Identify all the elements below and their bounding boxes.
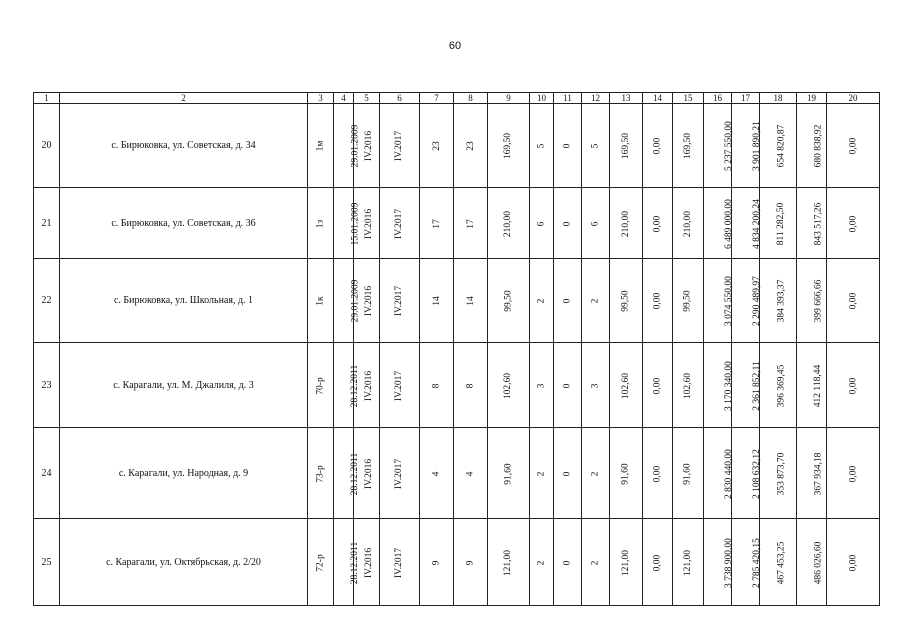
cell-c19: [797, 259, 827, 343]
cell-c14: [643, 343, 673, 428]
cell-c19: [797, 343, 827, 428]
cell-value: 367 934,18: [813, 452, 824, 495]
cell-value: 0,00: [652, 215, 663, 232]
cell-value: 384 393,37: [776, 279, 787, 323]
column-number: 20: [827, 93, 880, 104]
cell-c4: [334, 259, 361, 343]
cell-value: 14: [431, 296, 442, 306]
cell-value: 2 108 632,12: [751, 448, 762, 499]
cell-value: 2 830 440,00: [723, 448, 734, 499]
cell-value: 0,00: [652, 554, 663, 571]
row-number-cell: 23: [34, 343, 60, 428]
cell-c6: [380, 428, 420, 519]
row-number-cell: 24: [34, 428, 60, 519]
table-row: [34, 188, 880, 259]
cell-c17: [732, 428, 760, 519]
cell-value: 0: [562, 560, 573, 565]
cell-value: 169,50: [683, 132, 693, 160]
column-number: 5: [354, 93, 380, 104]
column-number: 13: [610, 93, 643, 104]
cell-value: 5 237 550,00: [723, 121, 734, 171]
cell-value: 8: [431, 383, 442, 388]
cell-c11: [554, 519, 582, 606]
column-number: 14: [643, 93, 673, 104]
cell-c11: [554, 343, 582, 428]
cell-c13: [610, 519, 643, 606]
cell-c13: [610, 343, 643, 428]
cell-c3: [308, 188, 334, 259]
row-number-cell: 20: [34, 104, 60, 188]
cell-value: 0,00: [652, 377, 663, 394]
cell-c6: [380, 519, 420, 606]
cell-value: 0: [562, 143, 573, 149]
cell-c11: [554, 259, 582, 343]
address-cell: с. Бирюковка, ул. Школьная, д. 1: [60, 259, 308, 343]
table-row: [34, 104, 880, 188]
cell-value: 14: [465, 296, 476, 306]
cell-value: IV.2017: [394, 285, 405, 317]
cell-c13: [610, 188, 643, 259]
cell-c12: [582, 519, 610, 606]
cell-value: 28.12.2011: [350, 541, 361, 584]
cell-c12: [582, 428, 610, 519]
cell-c11: [554, 104, 582, 188]
cell-c20: [827, 428, 880, 519]
cell-value: 28.12.2011: [350, 452, 361, 495]
cell-value: 91,60: [503, 462, 514, 485]
cell-value: 0,00: [848, 554, 858, 571]
cell-value: 486 026,60: [813, 541, 824, 584]
cell-value: 1м: [315, 140, 326, 152]
address-cell: с. Карагали, ул. М. Джалиля, д. 3: [60, 343, 308, 428]
row-number-cell: 21: [34, 188, 60, 259]
cell-c12: [582, 259, 610, 343]
cell-value: 3 074 550,00: [723, 276, 734, 326]
cell-c8: [454, 259, 488, 343]
cell-c7: [420, 519, 454, 606]
cell-value: 412 118,44: [813, 364, 824, 407]
cell-value: 0,00: [652, 292, 663, 310]
cell-value: 99,50: [503, 290, 514, 312]
cell-c18: [760, 343, 797, 428]
cell-c10: [530, 104, 554, 188]
cell-value: 6 489 000,00: [723, 198, 734, 249]
cell-c7: [420, 259, 454, 343]
cell-value: 6: [536, 221, 547, 226]
resettlement-table: [33, 92, 880, 606]
cell-c16: [704, 188, 732, 259]
cell-value: 102,60: [683, 372, 693, 399]
cell-value: IV.2017: [394, 458, 405, 489]
cell-c14: [643, 428, 673, 519]
cell-c15: [673, 188, 704, 259]
cell-c6: [380, 104, 420, 188]
cell-value: 2: [536, 471, 547, 476]
cell-value: 0,00: [652, 137, 663, 155]
cell-c17: [732, 343, 760, 428]
cell-c8: [454, 343, 488, 428]
cell-c13: [610, 259, 643, 343]
cell-value: 2: [536, 560, 547, 565]
cell-c16: [704, 104, 732, 188]
cell-c20: [827, 343, 880, 428]
cell-value: 169,50: [503, 132, 514, 160]
column-number: 10: [530, 93, 554, 104]
cell-c7: [420, 104, 454, 188]
cell-c4: [334, 343, 361, 428]
cell-c9: [488, 259, 530, 343]
cell-value: 99,50: [621, 290, 631, 312]
row-number-cell: 22: [34, 259, 60, 343]
cell-value: 210,00: [621, 210, 631, 237]
cell-value: 0: [562, 221, 573, 226]
cell-value: 23: [465, 141, 476, 151]
cell-value: 467 453,25: [776, 541, 787, 584]
cell-value: IV.2016: [364, 208, 375, 239]
cell-c19: [797, 428, 827, 519]
cell-c15: [673, 104, 704, 188]
cell-value: 121,00: [683, 549, 693, 576]
cell-c15: [673, 259, 704, 343]
cell-c10: [530, 519, 554, 606]
cell-value: 102,60: [503, 372, 514, 399]
cell-c4: [334, 188, 361, 259]
cell-value: 17: [431, 218, 442, 229]
column-number: 18: [760, 93, 797, 104]
cell-value: 4: [431, 471, 442, 476]
column-number: 8: [454, 93, 488, 104]
cell-value: 9: [431, 560, 442, 565]
cell-c20: [827, 519, 880, 606]
cell-value: 23: [431, 141, 442, 151]
table-row: [34, 428, 880, 519]
table-row: [34, 259, 880, 343]
cell-value: 0: [562, 471, 573, 476]
cell-c10: [530, 343, 554, 428]
cell-c9: [488, 188, 530, 259]
cell-c16: [704, 343, 732, 428]
cell-c15: [673, 519, 704, 606]
cell-c8: [454, 188, 488, 259]
cell-value: 3 738 900,00: [723, 537, 734, 588]
cell-value: 169,50: [621, 132, 631, 160]
cell-c13: [610, 104, 643, 188]
cell-c10: [530, 428, 554, 519]
cell-c17: [732, 104, 760, 188]
cell-value: 4: [465, 471, 476, 476]
cell-value: IV.2017: [394, 547, 405, 578]
cell-c17: [732, 259, 760, 343]
cell-c15: [673, 343, 704, 428]
cell-c16: [704, 519, 732, 606]
cell-c14: [643, 188, 673, 259]
address-cell: с. Карагали, ул. Народная, д. 9: [60, 428, 308, 519]
cell-c7: [420, 188, 454, 259]
cell-value: 396 369,45: [776, 364, 787, 407]
cell-value: 3: [536, 383, 547, 388]
cell-c20: [827, 104, 880, 188]
cell-c13: [610, 428, 643, 519]
cell-value: IV.2016: [364, 370, 375, 401]
cell-value: 1з: [315, 219, 326, 228]
cell-value: 3: [590, 383, 601, 388]
cell-value: IV.2016: [364, 130, 375, 162]
cell-value: 72-р: [315, 553, 326, 572]
cell-value: 210,00: [683, 210, 693, 237]
column-number: 16: [704, 93, 732, 104]
cell-c8: [454, 519, 488, 606]
cell-value: 811 282,50: [776, 202, 787, 245]
cell-c4: [334, 104, 361, 188]
cell-value: 102,60: [621, 372, 631, 399]
cell-value: 6: [590, 221, 601, 226]
column-number: 17: [732, 93, 760, 104]
cell-c9: [488, 428, 530, 519]
cell-c18: [760, 519, 797, 606]
cell-value: IV.2016: [364, 547, 375, 578]
cell-value: 0,00: [652, 465, 663, 482]
cell-c19: [797, 188, 827, 259]
column-number: 7: [420, 93, 454, 104]
cell-value: IV.2016: [364, 458, 375, 489]
cell-c12: [582, 188, 610, 259]
cell-value: IV.2017: [394, 208, 405, 239]
cell-c12: [582, 343, 610, 428]
cell-value: 3 901 890,21: [751, 121, 762, 171]
cell-c16: [704, 428, 732, 519]
cell-value: 0,00: [848, 465, 858, 482]
table-row: [34, 343, 880, 428]
column-number: 1: [34, 93, 60, 104]
cell-value: IV.2016: [364, 285, 375, 317]
cell-value: 2 290 489,97: [751, 276, 762, 326]
column-number-row: [34, 93, 880, 104]
cell-value: 4 834 200,24: [751, 198, 762, 249]
cell-value: 2 785 420,15: [751, 537, 762, 588]
cell-c3: [308, 343, 334, 428]
cell-c20: [827, 188, 880, 259]
address-cell: с. Бирюковка, ул. Советская, д. 34: [60, 104, 308, 188]
cell-value: 0,00: [848, 215, 858, 232]
table-body: [34, 93, 880, 606]
cell-value: 29.01.2009: [350, 124, 361, 168]
cell-value: 99,50: [683, 290, 693, 312]
column-number: 11: [554, 93, 582, 104]
column-number: 3: [308, 93, 334, 104]
cell-value: 9: [465, 560, 476, 565]
cell-value: 73-р: [315, 464, 326, 483]
cell-value: 70-р: [315, 376, 326, 395]
cell-c11: [554, 188, 582, 259]
cell-c4: [334, 519, 361, 606]
cell-value: 1к: [315, 296, 326, 306]
cell-c6: [380, 343, 420, 428]
cell-c9: [488, 104, 530, 188]
page-number: 60: [448, 40, 462, 52]
column-number: 2: [60, 93, 308, 104]
cell-value: 15.01.2009: [350, 202, 361, 245]
cell-value: 121,00: [503, 549, 514, 576]
cell-value: IV.2017: [394, 130, 405, 162]
cell-c12: [582, 104, 610, 188]
cell-value: 0,00: [848, 292, 858, 310]
cell-value: 2: [590, 298, 601, 304]
cell-value: 680 838,92: [813, 124, 824, 168]
cell-c6: [380, 188, 420, 259]
cell-c16: [704, 259, 732, 343]
cell-value: 3 170 340,00: [723, 360, 734, 411]
cell-c3: [308, 259, 334, 343]
cell-c19: [797, 104, 827, 188]
cell-c6: [380, 259, 420, 343]
cell-c10: [530, 188, 554, 259]
cell-c15: [673, 428, 704, 519]
cell-value: 0,00: [848, 377, 858, 394]
cell-c14: [643, 519, 673, 606]
cell-value: 121,00: [621, 549, 631, 576]
cell-value: 654 820,87: [776, 124, 787, 168]
cell-c18: [760, 104, 797, 188]
cell-c18: [760, 259, 797, 343]
cell-value: 0,00: [848, 137, 858, 155]
column-number: 9: [488, 93, 530, 104]
cell-value: 91,60: [621, 462, 631, 485]
cell-value: 399 666,66: [813, 279, 824, 323]
cell-value: 8: [465, 383, 476, 388]
cell-c11: [554, 428, 582, 519]
cell-c17: [732, 188, 760, 259]
cell-c10: [530, 259, 554, 343]
cell-c19: [797, 519, 827, 606]
cell-c7: [420, 428, 454, 519]
cell-value: 0: [562, 383, 573, 388]
cell-value: 29.01.2009: [350, 279, 361, 323]
table-row: [34, 519, 880, 606]
cell-value: 2: [590, 560, 601, 565]
cell-value: 91,60: [683, 462, 693, 485]
cell-value: 5: [536, 143, 547, 149]
address-cell: с. Карагали, ул. Октябрьская, д. 2/20: [60, 519, 308, 606]
cell-c3: [308, 104, 334, 188]
cell-c18: [760, 188, 797, 259]
cell-c3: [308, 428, 334, 519]
column-number: 12: [582, 93, 610, 104]
cell-value: 5: [590, 143, 601, 149]
cell-c4: [334, 428, 361, 519]
cell-value: 210,00: [503, 210, 514, 237]
cell-value: IV.2017: [394, 370, 405, 401]
cell-c20: [827, 259, 880, 343]
cell-value: 28.12.2011: [350, 364, 361, 407]
cell-value: 17: [465, 218, 476, 229]
column-number: 19: [797, 93, 827, 104]
cell-c9: [488, 519, 530, 606]
cell-c8: [454, 104, 488, 188]
cell-c3: [308, 519, 334, 606]
column-number: 4: [334, 93, 354, 104]
cell-c7: [420, 343, 454, 428]
address-cell: с. Бирюковка, ул. Советская, д. 36: [60, 188, 308, 259]
row-number-cell: 25: [34, 519, 60, 606]
cell-c18: [760, 428, 797, 519]
cell-c9: [488, 343, 530, 428]
cell-value: 2 361 852,11: [751, 360, 762, 411]
cell-c14: [643, 104, 673, 188]
column-number: 6: [380, 93, 420, 104]
cell-c17: [732, 519, 760, 606]
cell-c14: [643, 259, 673, 343]
cell-value: 2: [590, 471, 601, 476]
cell-value: 353 873,70: [776, 452, 787, 495]
cell-value: 843 517,26: [813, 202, 824, 245]
cell-value: 0: [562, 298, 573, 304]
column-number: 15: [673, 93, 704, 104]
cell-value: 2: [536, 298, 547, 304]
cell-c8: [454, 428, 488, 519]
